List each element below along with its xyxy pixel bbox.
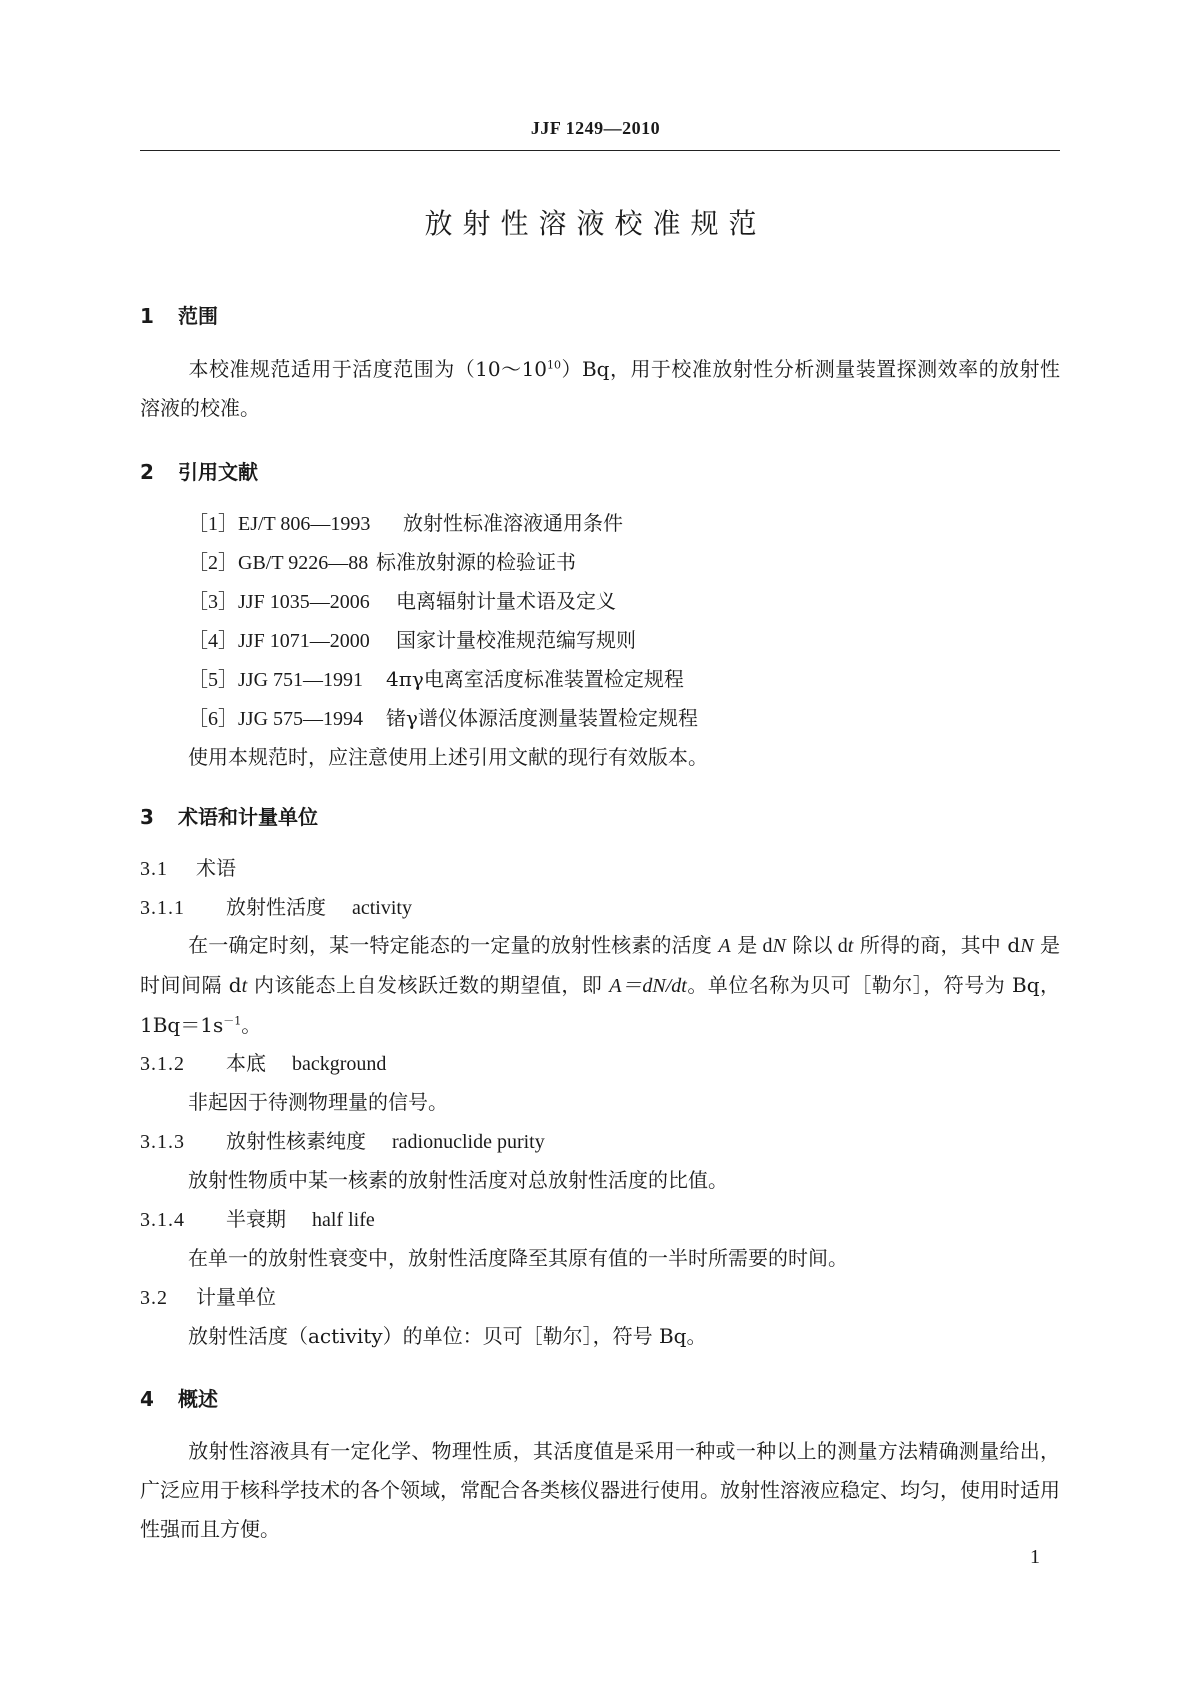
reference-title: 标准放射源的检验证书 (376, 550, 576, 574)
reference-code: ［5］JJG 751—1991 (188, 669, 364, 691)
section-3-heading (140, 801, 318, 830)
document-title: 放射性溶液校准规范 (424, 207, 767, 240)
subsection-title: 计量单位 (196, 1285, 276, 1309)
superscript: －1 (223, 1014, 242, 1028)
section-2-heading (140, 456, 258, 485)
subsection-number: 3.2 (140, 1287, 168, 1309)
paragraph-text: 放射性溶液具有一定化学、物理性质，其活度值是采用一种或一种以上的测量方法精确测量给出，广泛应用于核科学技术的各个领域，常配合各类核仪器进行使用。放射性溶液应稳定、均匀，使用时适用性强而且方便。 (140, 1439, 1060, 1541)
subsection-3-2-definition: 放射性活度（activity）的单位：贝可［勒尔］，符号 Bq。 (188, 1324, 707, 1348)
reference-item (188, 667, 684, 692)
section-number: 4 (140, 1387, 154, 1411)
definition-text: 。单位名称为贝可［勒尔］，符号为 Bq，1Bq＝1s (140, 973, 1061, 1037)
superscript: 10 (547, 358, 562, 372)
term-3-1-4 (140, 1207, 375, 1232)
term-number: 3.1.3 (140, 1131, 185, 1153)
definition-text: 内该能态上自发核跃迁数的期望值，即 (254, 973, 603, 997)
reference-title: 国家计量校准规范编写规则 (396, 628, 636, 652)
reference-code: ［3］JJF 1035—2006 (188, 591, 370, 613)
term-number: 3.1.2 (140, 1053, 185, 1075)
term-en: activity (352, 897, 412, 919)
term-3-1-4-definition: 在单一的放射性衰变中，放射性活度降至其原有值的一半时所需要的时间。 (188, 1246, 848, 1270)
reference-item (188, 589, 616, 614)
term-number: 3.1.4 (140, 1209, 185, 1231)
reference-title: 电离辐射计量术语及定义 (396, 589, 616, 613)
subsection-number: 3.1 (140, 858, 168, 880)
section-1-heading (140, 300, 218, 329)
definition-text: 是 d (737, 935, 773, 957)
section-title: 概述 (178, 1387, 218, 1411)
subsection-3-1 (140, 856, 236, 881)
definition-text: 所得的商，其中 d (859, 933, 1021, 957)
reference-item (188, 511, 623, 536)
section-number: 1 (140, 304, 154, 328)
term-3-1-3 (140, 1129, 545, 1154)
reference-item (188, 706, 698, 731)
symbol: N (1020, 935, 1034, 957)
symbol: N (772, 935, 786, 957)
references-note: 使用本规范时，应注意使用上述引用文献的现行有效版本。 (188, 745, 708, 769)
term-3-1-3-definition: 放射性物质中某一核素的放射性活度对总放射性活度的比值。 (188, 1168, 728, 1192)
term-zh: 半衰期 (226, 1207, 286, 1231)
paragraph-text: ）Bq，用于校准放射性分析测量装置探测效率的放射性溶液的校准。 (140, 357, 1061, 420)
section-1-paragraph (140, 350, 1060, 428)
reference-title: 放射性标准溶液通用条件 (403, 511, 623, 535)
term-zh: 放射性核素纯度 (226, 1129, 366, 1153)
symbol: t (847, 935, 854, 957)
reference-title: 锗γ谱仪体源活度测量装置检定规程 (386, 706, 698, 730)
subsection-3-2 (140, 1285, 276, 1310)
section-title: 范围 (178, 304, 218, 328)
definition-text: 。 (241, 1013, 262, 1037)
term-en: radionuclide purity (392, 1131, 545, 1153)
formula: A＝dN/dt (609, 975, 687, 997)
term-en: half life (312, 1209, 375, 1231)
term-3-1-2-definition: 非起因于待测物理量的信号。 (188, 1090, 448, 1114)
definition-text: 在一确定时刻，某一特定能态的一定量的放射性核素的活度 (188, 933, 712, 957)
page-number: 1 (1030, 1546, 1040, 1568)
term-number: 3.1.1 (140, 897, 185, 919)
section-number: 3 (140, 805, 154, 829)
term-3-1-2 (140, 1051, 386, 1076)
term-zh: 本底 (226, 1051, 266, 1075)
paragraph-text: 本校准规范适用于活度范围为（10～10 (188, 357, 548, 381)
definition-text: 除以 d (792, 935, 848, 957)
reference-item (188, 550, 576, 575)
term-zh: 放射性活度 (226, 895, 326, 919)
standard-code: JJF 1249—2010 (530, 118, 661, 138)
reference-item (188, 628, 636, 653)
section-4-heading (140, 1383, 218, 1412)
section-title: 引用文献 (178, 460, 258, 484)
reference-code: ［1］EJ/T 806—1993 (188, 513, 371, 535)
term-3-1-1-definition (140, 926, 1060, 1045)
subsection-title: 术语 (196, 856, 236, 880)
reference-title: 4πγ电离室活度标准装置检定规程 (386, 667, 684, 691)
reference-code: ［2］GB/T 9226—88 (188, 552, 369, 574)
term-3-1-1 (140, 895, 412, 920)
term-en: background (292, 1053, 387, 1075)
symbol: A (718, 935, 731, 957)
reference-code: ［4］JJF 1071—2000 (188, 630, 370, 652)
section-number: 2 (140, 460, 154, 484)
definition-text: 是时间间隔 d (140, 933, 1061, 997)
section-title: 术语和计量单位 (178, 805, 318, 829)
reference-code: ［6］JJG 575—1994 (188, 708, 364, 730)
symbol: t (241, 975, 248, 997)
section-4-paragraph (140, 1432, 1060, 1549)
header-rule (140, 150, 1060, 151)
